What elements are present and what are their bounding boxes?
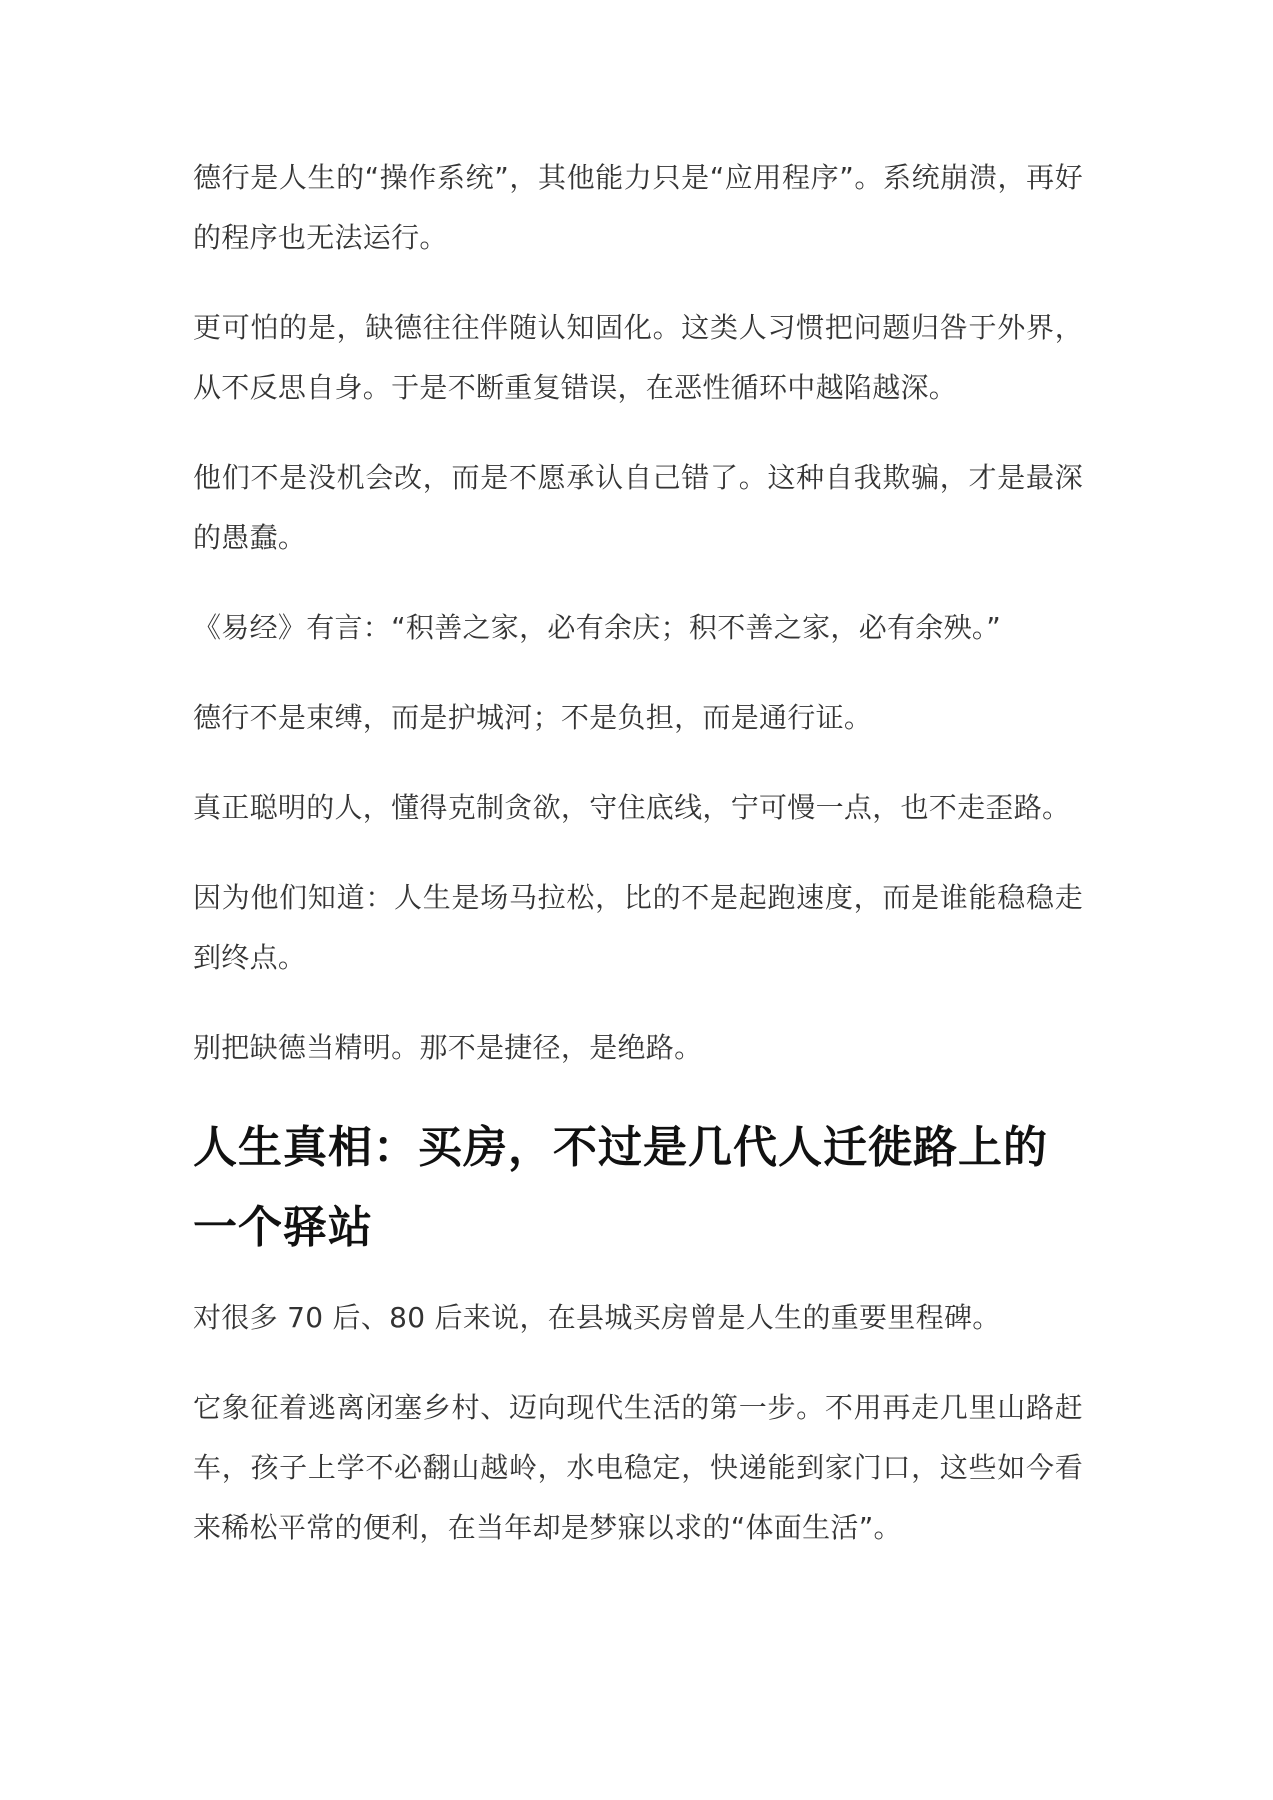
paragraph: 德行是人生的“操作系统”，其他能力只是“应用程序”。系统崩溃，再好的程序也无法运行。 <box>193 161 1083 254</box>
paragraph: 别把缺德当精明。那不是捷径，是绝路。 <box>193 1031 703 1064</box>
quote-paragraph: 《易经》有言：“积善之家，必有余庆；积不善之家，必有余殃。” <box>193 611 1002 644</box>
paragraph: 他们不是没机会改，而是不愿承认自己错了。这种自我欺骗，才是最深的愚蠢。 <box>193 461 1083 554</box>
paragraph: 德行不是束缚，而是护城河；不是负担，而是通行证。 <box>193 701 873 734</box>
paragraph: 对很多 70 后、80 后来说，在县城买房曾是人生的重要里程碑。 <box>193 1301 1001 1334</box>
paragraph: 因为他们知道：人生是场马拉松，比的不是起跑速度，而是谁能稳稳走到终点。 <box>193 881 1083 974</box>
paragraph: 真正聪明的人，懂得克制贪欲，守住底线，宁可慢一点，也不走歪路。 <box>193 791 1071 824</box>
section-heading: 人生真相：买房，不过是几代人迁徙路上的一个驿站 <box>193 1122 1048 1253</box>
article-body <box>193 148 1083 1588</box>
paragraph: 更可怕的是，缺德往往伴随认知固化。这类人习惯把问题归咎于外界，从不反思自身。于是不断重复错误，在恶性循环中越陷越深。 <box>193 311 1083 404</box>
paragraph: 它象征着逃离闭塞乡村、迈向现代生活的第一步。不用再走几里山路赶车，孩子上学不必翻山越岭，水电稳定，快递能到家门口，这些如今看来稀松平常的便利，在当年却是梦寐以求的“体面生活”。 <box>193 1391 1083 1544</box>
